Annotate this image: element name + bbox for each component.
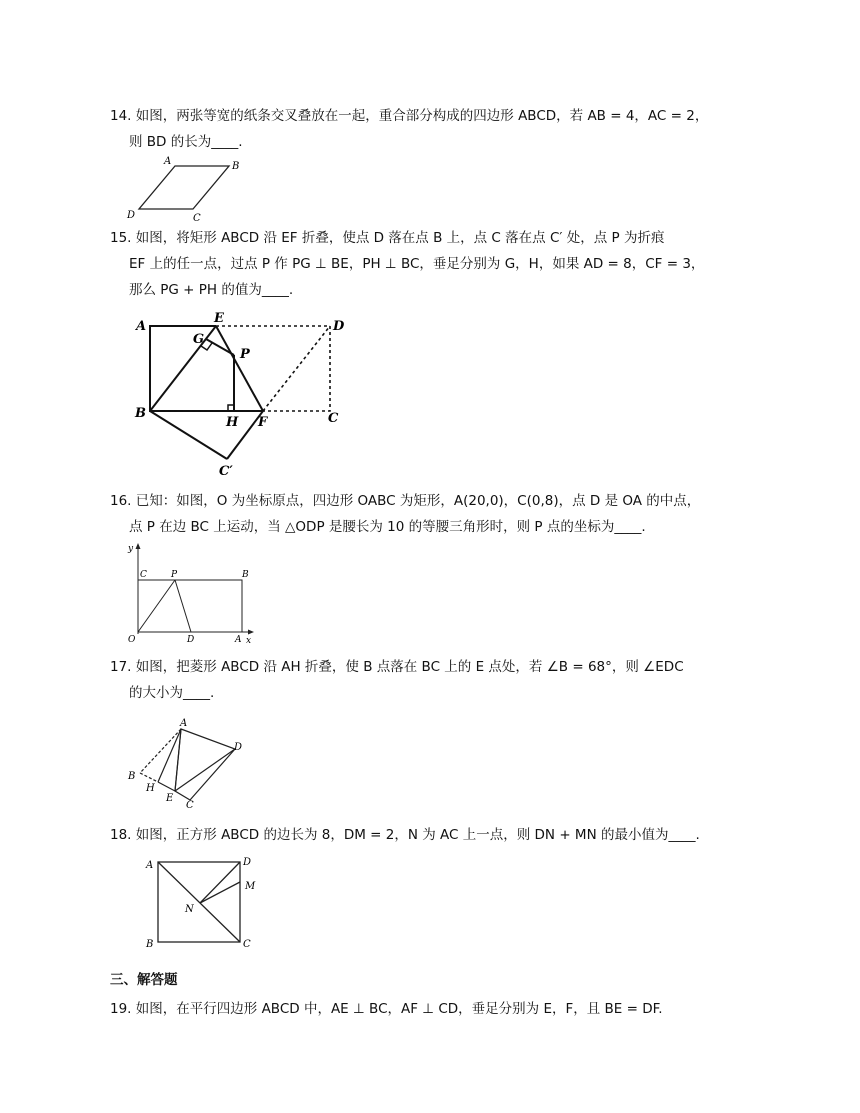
label-h: H [226,415,239,430]
segment-ed [175,749,235,791]
question-19-line-1 [110,996,760,1022]
label-c-prime: C′ [219,464,233,479]
question-number: 17. [110,659,132,675]
label-b: B [135,406,146,421]
label-d: D [234,742,243,753]
question-number: 15. [110,230,132,246]
diagonal-ae [175,729,181,791]
question-15 [110,225,760,303]
question-text: 如图，两张等宽的纸条交叉叠放在一起，重合部分构成的四边形 ABCD，若 AB = 4，AC = 2， [135,108,709,124]
label-a: A [146,860,154,871]
fold-line-ef [216,326,263,411]
label-o: O [128,635,136,645]
label-c: C [140,570,147,580]
segment-pd [175,580,191,632]
question-16 [110,488,760,540]
rectangle-oabc [138,580,242,632]
label-b: B [128,771,136,782]
question-16-line-2: 点 P 在边 BC 上运动，当 △ODP 是腰长为 10 的等腰三角形时，则 P 点的坐标为____. [129,519,646,535]
question-15-line-1 [110,225,760,251]
question-18-line-1 [110,822,760,848]
label-y: y [128,544,134,554]
label-n: N [185,904,194,915]
parallelogram-abcd [139,166,229,209]
question-17 [110,654,760,706]
label-c: C [328,411,339,426]
label-a: A [235,635,242,645]
segment-pg [206,339,234,355]
label-m: M [245,881,256,892]
question-18 [110,822,760,848]
segment-be [150,326,216,411]
label-g: G [193,332,205,347]
question-text: 如图，在平行四边形 ABCD 中，AE ⊥ BC，AF ⊥ CD，垂足分别为 E，F，且 BE = DF. [135,1001,663,1017]
question-number: 16. [110,493,132,509]
figure-16-coordinate-rectangle [125,540,260,645]
label-d: D [127,210,136,221]
label-a: A [164,156,172,167]
figure-15-folded-rectangle [130,310,360,480]
segment-mn [200,882,240,903]
label-c: C [193,213,201,224]
label-x: x [246,636,252,646]
question-number: 18. [110,827,132,843]
x-axis-arrow [248,630,254,635]
question-17-line-2: 的大小为____. [129,685,215,701]
label-f: F [258,415,268,430]
figure-17-folded-rhombus [125,713,255,813]
question-text: 如图，正方形 ABCD 的边长为 8，DM = 2，N 为 AC 上一点，则 DN + MN 的最小值为____. [135,827,700,843]
label-d: D [333,319,345,334]
question-15-line-2: EF 上的任一点，过点 P 作 PG ⊥ BE，PH ⊥ BC，垂足分别为 G，H，如果 AD = 8，CF = 3， [129,256,705,272]
label-b: B [232,161,240,172]
question-number: 14. [110,108,132,124]
label-c: C [243,939,251,950]
question-19 [110,996,760,1022]
segment-op [138,580,175,632]
question-text: 如图，将矩形 ABCD 沿 EF 折叠，使点 D 落在点 B 上，点 C 落在点 C′ 处，点 P 为折痕 [135,230,665,246]
label-b: B [146,939,154,950]
label-d: D [243,857,252,868]
label-a: A [136,319,147,334]
question-17-line-1 [110,654,760,680]
question-text: 如图，把菱形 ABCD 沿 AH 折叠，使 B 点落在 BC 上的 E 点处，若 ∠B = 68°，则 ∠EDC [135,659,684,675]
label-b: B [242,570,249,580]
label-d: D [187,635,195,645]
dashed-segment-ab [140,729,181,773]
y-axis-arrow [136,543,141,549]
label-p: P [171,570,178,580]
label-a: A [180,718,188,729]
question-16-line-1 [110,488,760,514]
segment-he [158,782,175,791]
question-14-line-1 [110,103,760,129]
label-p: P [240,347,250,362]
segment-dn [200,862,240,903]
label-h: H [146,783,155,794]
rhombus-aedc [175,729,235,800]
question-14-line-2: 则 BD 的长为____. [129,134,243,150]
figure-14-parallelogram [125,155,255,225]
figure-18-square [140,850,270,950]
label-e: E [166,793,174,804]
dashed-line-fd [263,326,330,411]
label-c: C [186,800,194,811]
question-14 [110,103,760,155]
question-number: 19. [110,1001,132,1017]
fold-line-ah [158,729,181,782]
question-15-line-3: 那么 PG + PH 的值为____. [129,282,294,298]
dashed-segment-bh [140,773,158,782]
question-text: 已知：如图，O 为坐标原点，四边形 OABC 为矩形，A(20,0)，C(0,8)，点 D 是 OA 的中点， [135,493,701,509]
section-heading-answer-questions: 三、解答题 [110,972,178,988]
label-e: E [214,311,224,326]
segment-b-c1 [150,411,227,459]
